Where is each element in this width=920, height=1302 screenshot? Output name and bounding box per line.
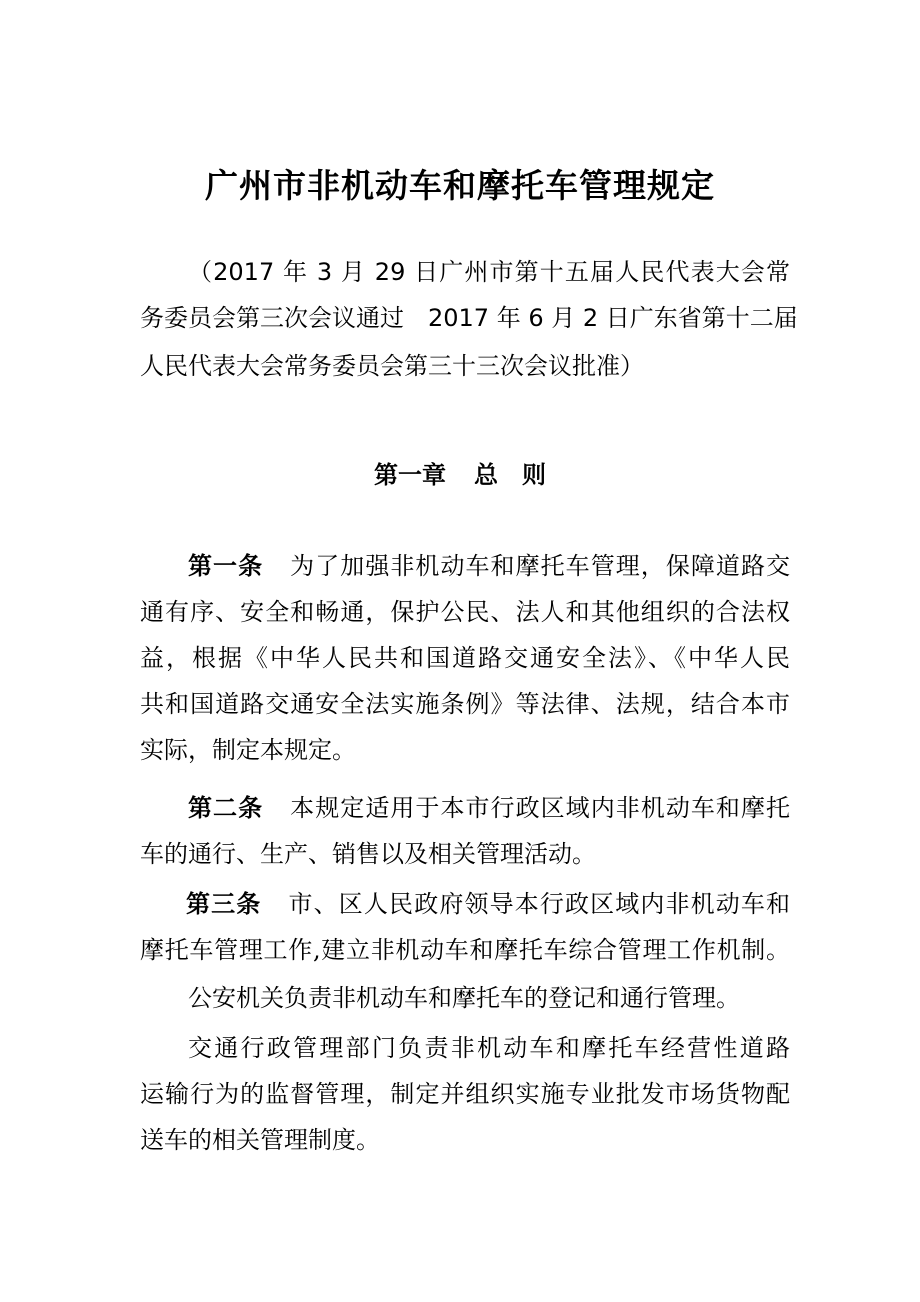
paragraph-line: 公安机关负责非机动车和摩托车的登记和通行管理。 <box>188 984 740 1012</box>
paragraph-line: 运输行为的监督管理，制定并组织实施专业批发市场货物配 <box>140 1080 790 1108</box>
article-1-line: 通有序、安全和畅通，保护公民、法人和其他组织的合法权 <box>140 598 790 626</box>
paragraph-line: 送车的相关管理制度。 <box>140 1126 380 1154</box>
article-1-line: 益，根据《中华人民共和国道路交通安全法》、《中华人民 <box>140 644 790 672</box>
chapter-heading <box>0 455 920 490</box>
article-label: 第三条 <box>186 890 262 918</box>
chapter-number: 第一章 <box>374 461 446 489</box>
article-2-line: 车的通行、生产、销售以及相关管理活动。 <box>140 840 596 868</box>
article-2-line <box>188 793 790 823</box>
article-3-line: 摩托车管理工作,建立非机动车和摩托车综合管理工作机制。 <box>140 936 790 964</box>
article-1-line: 实际，制定本规定。 <box>140 736 356 764</box>
document-title: 广州市非机动车和摩托车管理规定 <box>205 166 715 205</box>
article-label: 第一条 <box>188 552 264 580</box>
paragraph-line: 交通行政管理部门负责非机动车和摩托车经营性道路 <box>188 1034 790 1062</box>
preamble-line: 务委员会第三次会议通过 2017 年 6 月 2 日广东省第十二届 <box>140 304 798 332</box>
article-text: 市、区人民政府领导本行政区域内非机动车和 <box>287 890 791 918</box>
article-1-line: 共和国道路交通安全法实施条例》等法律、法规，结合本市 <box>140 690 790 718</box>
preamble-line: （2017 年 3 月 29 日广州市第十五届人民代表大会常 <box>188 258 790 286</box>
article-text: 本规定适用于本市行政区域内非机动车和摩托 <box>289 794 791 822</box>
chapter-name: 总 则 <box>474 461 546 489</box>
article-3-line <box>186 889 790 919</box>
article-1-line <box>188 551 790 581</box>
article-text: 为了加强非机动车和摩托车管理，保障道路交 <box>289 552 791 580</box>
article-label: 第二条 <box>188 794 264 822</box>
preamble-line: 人民代表大会常务委员会第三十三次会议批准） <box>140 352 644 380</box>
